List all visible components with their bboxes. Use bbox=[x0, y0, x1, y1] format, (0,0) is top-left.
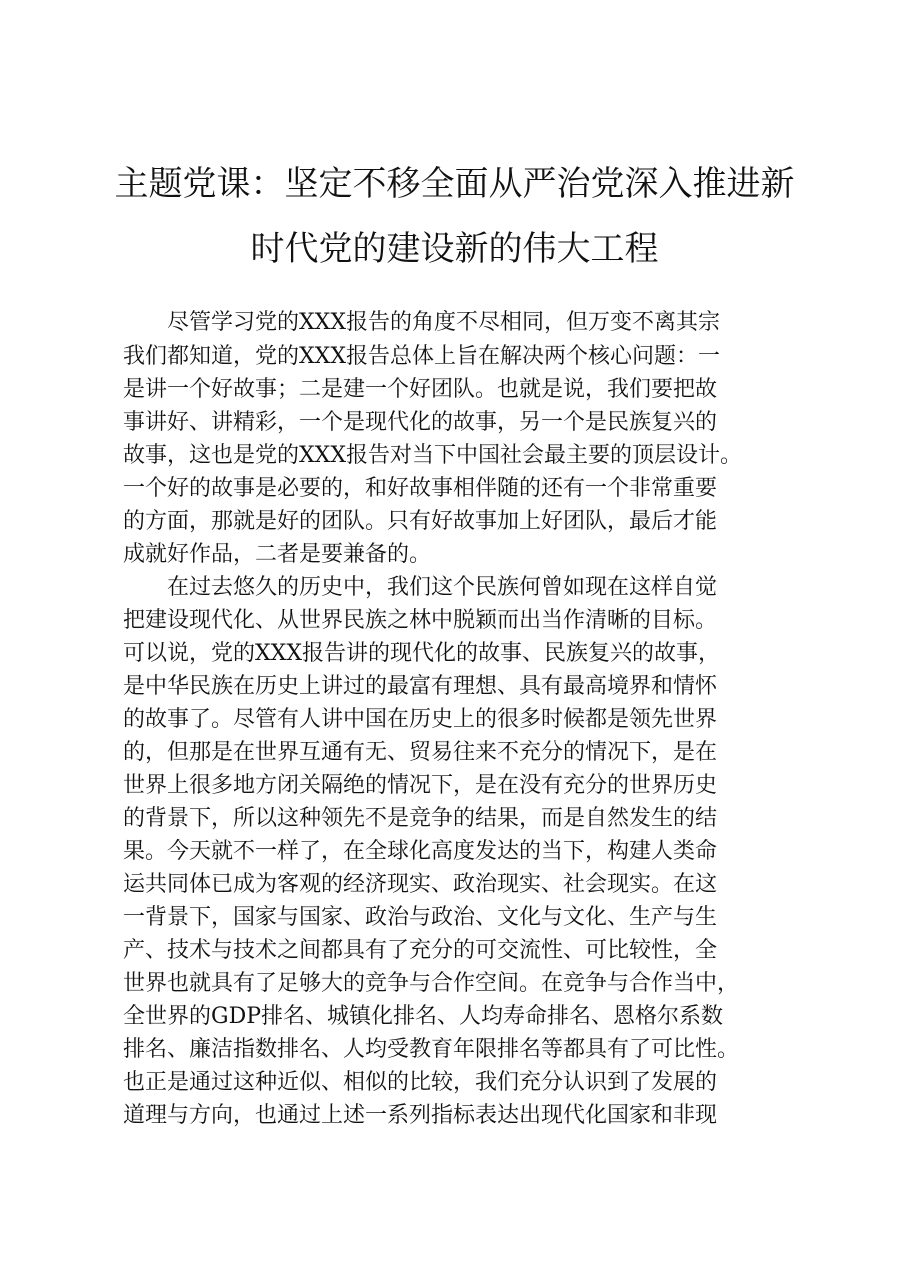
body-line: 产、技术与技术之间都具有了充分的可交流性、可比较性，全 bbox=[123, 938, 718, 963]
body-line: 可以说，党的XXX报告讲的现代化的故事、民族复兴的故事， bbox=[123, 641, 720, 666]
body-line: 的，但那是在世界互通有无、贸易往来不充分的情况下，是在 bbox=[123, 740, 718, 765]
body-line: 世界上很多地方闭关隔绝的情况下，是在没有充分的世界历史 bbox=[123, 773, 718, 798]
body-line: 世界也就具有了足够大的竞争与合作空间。在竞争与合作当中， bbox=[123, 971, 740, 996]
body-line: 全世界的GDP排名、城镇化排名、人均寿命排名、恩格尔系数 bbox=[123, 1004, 724, 1029]
body-line: 排名、廉洁指数排名、人均受教育年限排名等都具有了可比性。 bbox=[123, 1037, 740, 1062]
body-line: 是讲一个好故事；二是建一个好团队。也就是说，我们要把故 bbox=[123, 377, 718, 402]
body-line: 的背景下，所以这种领先不是竞争的结果，而是自然发生的结 bbox=[123, 806, 718, 831]
body-line: 成就好作品，二者是要兼备的。 bbox=[123, 542, 432, 567]
body-line: 尽管学习党的XXX报告的角度不尽相同，但万变不离其宗 bbox=[123, 310, 720, 335]
body-line: 的故事了。尽管有人讲中国在历史上的很多时候都是领先世界 bbox=[123, 707, 718, 732]
body-line: 的方面，那就是好的团队。只有好故事加上好团队，最后才能 bbox=[123, 509, 718, 534]
body-line: 一个好的故事是必要的，和好故事相伴随的还有一个非常重要 bbox=[123, 476, 718, 501]
body-line: 是中华民族在历史上讲过的最富有理想、具有最高境界和情怀 bbox=[123, 674, 718, 699]
body-line: 故事，这也是党的XXX报告对当下中国社会最主要的顶层设计。 bbox=[123, 443, 742, 468]
body-line: 一背景下，国家与国家、政治与政治、文化与文化、生产与生 bbox=[123, 905, 718, 930]
body-line: 在过去悠久的历史中，我们这个民族何曾如现在这样自觉 bbox=[123, 575, 718, 600]
body-line: 果。今天就不一样了，在全球化高度发达的当下，构建人类命 bbox=[123, 839, 718, 864]
body-line: 事讲好、讲精彩，一个是现代化的故事，另一个是民族复兴的 bbox=[123, 410, 718, 435]
body-line: 道理与方向，也通过上述一系列指标表达出现代化国家和非现 bbox=[123, 1103, 718, 1128]
body-line: 把建设现代化、从世界民族之林中脱颖而出当作清晰的目标。 bbox=[123, 608, 718, 633]
document-title-line-2: 时代党的建设新的伟大工程 bbox=[250, 229, 659, 269]
body-line: 我们都知道，党的XXX报告总体上旨在解决两个核心问题：一 bbox=[123, 344, 720, 369]
body-line: 也正是通过这种近似、相似的比较，我们充分认识到了发展的 bbox=[123, 1070, 718, 1095]
body-line: 运共同体已成为客观的经济现实、政治现实、社会现实。在这 bbox=[123, 872, 718, 897]
document-title-line-1: 主题党课：坚定不移全面从严治党深入推进新 bbox=[114, 164, 795, 204]
